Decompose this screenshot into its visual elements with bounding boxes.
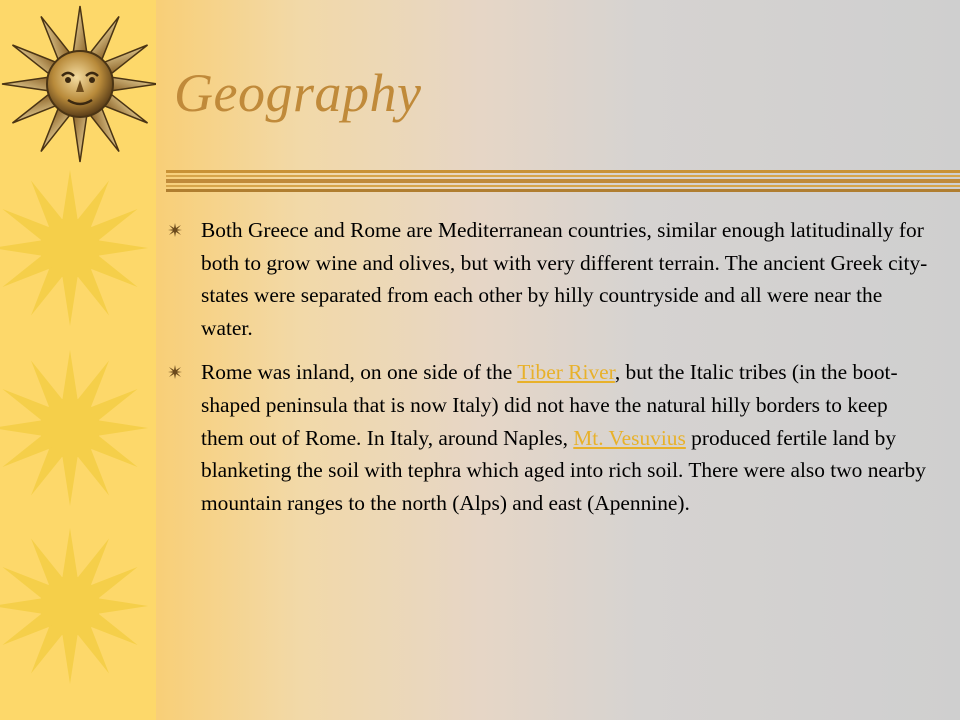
bullet-list	[168, 214, 928, 531]
tiber-river-link[interactable]: Tiber River	[517, 360, 615, 385]
slide-title: Geography	[174, 63, 422, 123]
sun-face-icon	[2, 6, 156, 162]
bullet-item	[168, 356, 928, 519]
sun-decoration-column	[0, 0, 156, 720]
star-bullet-icon	[168, 223, 182, 237]
mt-vesuvius-link[interactable]: Mt. Vesuvius	[573, 425, 686, 450]
bullet-text-part: , but the Italic tribes (in the boot-shaped peninsula that is now Italy) did not have the natural hilly borders to keep them out of Rome. In Italy, around Naples,	[201, 360, 898, 450]
star-bullet-icon	[168, 365, 182, 379]
sun-icon	[0, 350, 148, 506]
bullet-text: Both Greece and Rome are Mediterranean countries, similar enough latitudinally for both to grow wine and olives, but with very different terrain. The ancient Greek city-states were separated from each other by hilly countryside and all were near the water.	[201, 218, 928, 340]
decorative-side-strip	[0, 0, 156, 720]
title-divider	[166, 170, 960, 192]
bullet-text-part: produced fertile land by blanketing the soil with tephra which aged into rich soil. There were also two nearby mountain ranges to the north (Alps) and east (Apennine).	[201, 425, 926, 515]
bullet-item	[168, 214, 928, 344]
sun-icon	[0, 528, 148, 684]
bullet-text-part: Rome was inland, on one side of the	[201, 360, 518, 385]
sun-icon	[0, 170, 148, 326]
